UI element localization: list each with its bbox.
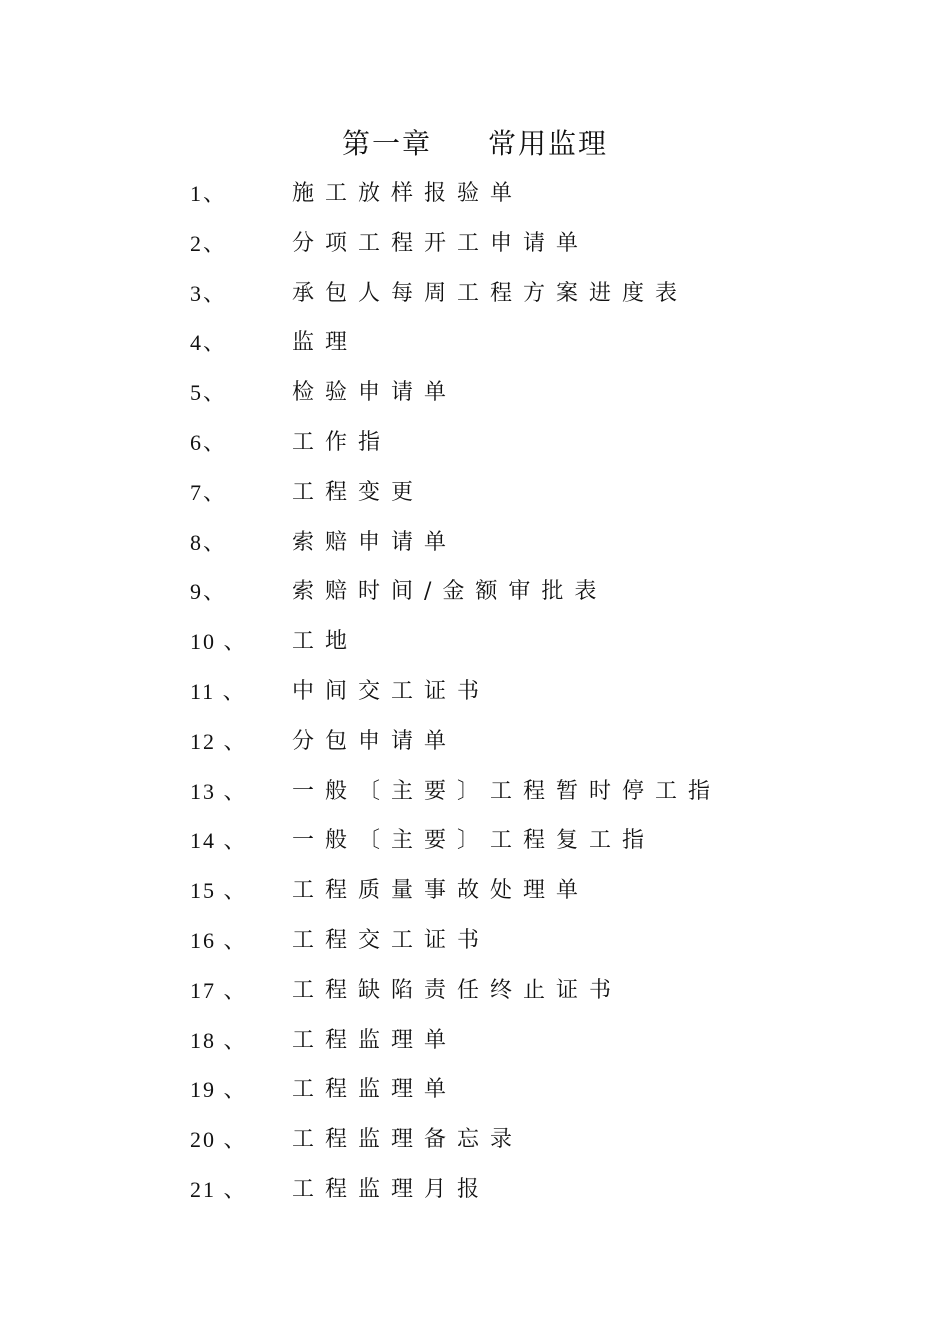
toc-item-number: 17 、 bbox=[190, 977, 248, 1003]
toc-item-text: 工程交工证书 bbox=[292, 927, 491, 953]
toc-item bbox=[190, 770, 721, 820]
toc-item bbox=[190, 919, 721, 969]
toc-item-number: 2、 bbox=[190, 230, 228, 256]
toc-item bbox=[190, 321, 721, 371]
toc-item-text: 工作指 bbox=[292, 429, 392, 455]
toc-item-text: 承包人每周工程方案进度表 bbox=[292, 280, 689, 306]
toc-item bbox=[190, 421, 721, 471]
toc-item-number: 4、 bbox=[190, 330, 228, 356]
toc-item-text: 工程缺陷责任终止证书 bbox=[292, 977, 623, 1003]
toc-item-number: 9、 bbox=[190, 579, 228, 605]
toc-item-number: 20 、 bbox=[190, 1127, 248, 1153]
toc-item bbox=[190, 1168, 721, 1218]
toc-item bbox=[190, 620, 721, 670]
toc-item-text: 工程监理月报 bbox=[292, 1176, 491, 1202]
toc-item-text: 一般〔主要〕工程复工指 bbox=[292, 828, 656, 854]
toc-item-text: 分项工程开工申请单 bbox=[292, 230, 590, 256]
toc-item-number: 5、 bbox=[190, 380, 228, 406]
toc-item bbox=[190, 521, 721, 571]
toc-item bbox=[190, 1118, 721, 1168]
toc-item-number: 6、 bbox=[190, 429, 228, 455]
toc-item-text: 工程监理单 bbox=[292, 1077, 458, 1103]
toc-item-number: 16 、 bbox=[190, 927, 248, 953]
toc-item-text: 索赔申请单 bbox=[292, 529, 458, 555]
chapter-name: 常用监理 bbox=[488, 127, 609, 160]
toc-item-number: 19 、 bbox=[190, 1077, 248, 1103]
toc-item bbox=[190, 1068, 721, 1118]
toc-item bbox=[190, 471, 721, 521]
toc-item bbox=[190, 570, 721, 620]
toc-item-number: 7、 bbox=[190, 479, 228, 505]
toc-item bbox=[190, 720, 721, 770]
toc-item-number: 3、 bbox=[190, 280, 228, 306]
toc-item-number: 10 、 bbox=[190, 629, 248, 655]
toc-item bbox=[190, 222, 721, 272]
toc-item-number: 12 、 bbox=[190, 728, 248, 754]
toc-item-text: 一般〔主要〕工程暂时停工指 bbox=[292, 778, 722, 804]
toc-item-number: 11 、 bbox=[190, 678, 247, 704]
toc-item-text: 工程质量事故处理单 bbox=[292, 878, 590, 904]
toc-item-text: 工程监理单 bbox=[292, 1027, 458, 1053]
toc-list bbox=[190, 172, 721, 1218]
toc-item-text: 检验申请单 bbox=[292, 380, 458, 406]
toc-item-number: 14 、 bbox=[190, 828, 248, 854]
toc-item-text: 工程监理备忘录 bbox=[292, 1127, 524, 1153]
toc-item-text: 分包申请单 bbox=[292, 728, 458, 754]
toc-item-text: 索赔时间/金额审批表 bbox=[292, 579, 608, 605]
toc-item bbox=[190, 869, 721, 919]
toc-item bbox=[190, 1019, 721, 1069]
toc-item-number: 21 、 bbox=[190, 1176, 248, 1202]
toc-item-text: 监理 bbox=[292, 330, 359, 356]
toc-item bbox=[190, 819, 721, 869]
toc-item bbox=[190, 272, 721, 322]
chapter-number: 第一章 bbox=[341, 127, 432, 160]
toc-item-number: 18 、 bbox=[190, 1027, 248, 1053]
toc-item-text: 中间交工证书 bbox=[292, 678, 491, 704]
toc-item-number: 1、 bbox=[190, 181, 228, 206]
toc-item-number: 15 、 bbox=[190, 878, 248, 904]
toc-item bbox=[190, 670, 721, 720]
toc-item bbox=[190, 969, 721, 1019]
chapter-title bbox=[0, 124, 950, 164]
toc-item-number: 8、 bbox=[190, 529, 228, 555]
toc-item-text: 工程变更 bbox=[292, 479, 425, 505]
toc-item bbox=[190, 371, 721, 421]
toc-item-text: 施工放样报验单 bbox=[292, 181, 524, 206]
toc-item bbox=[190, 172, 721, 222]
toc-item-number: 13 、 bbox=[190, 778, 248, 804]
toc-item-text: 工地 bbox=[292, 629, 359, 655]
